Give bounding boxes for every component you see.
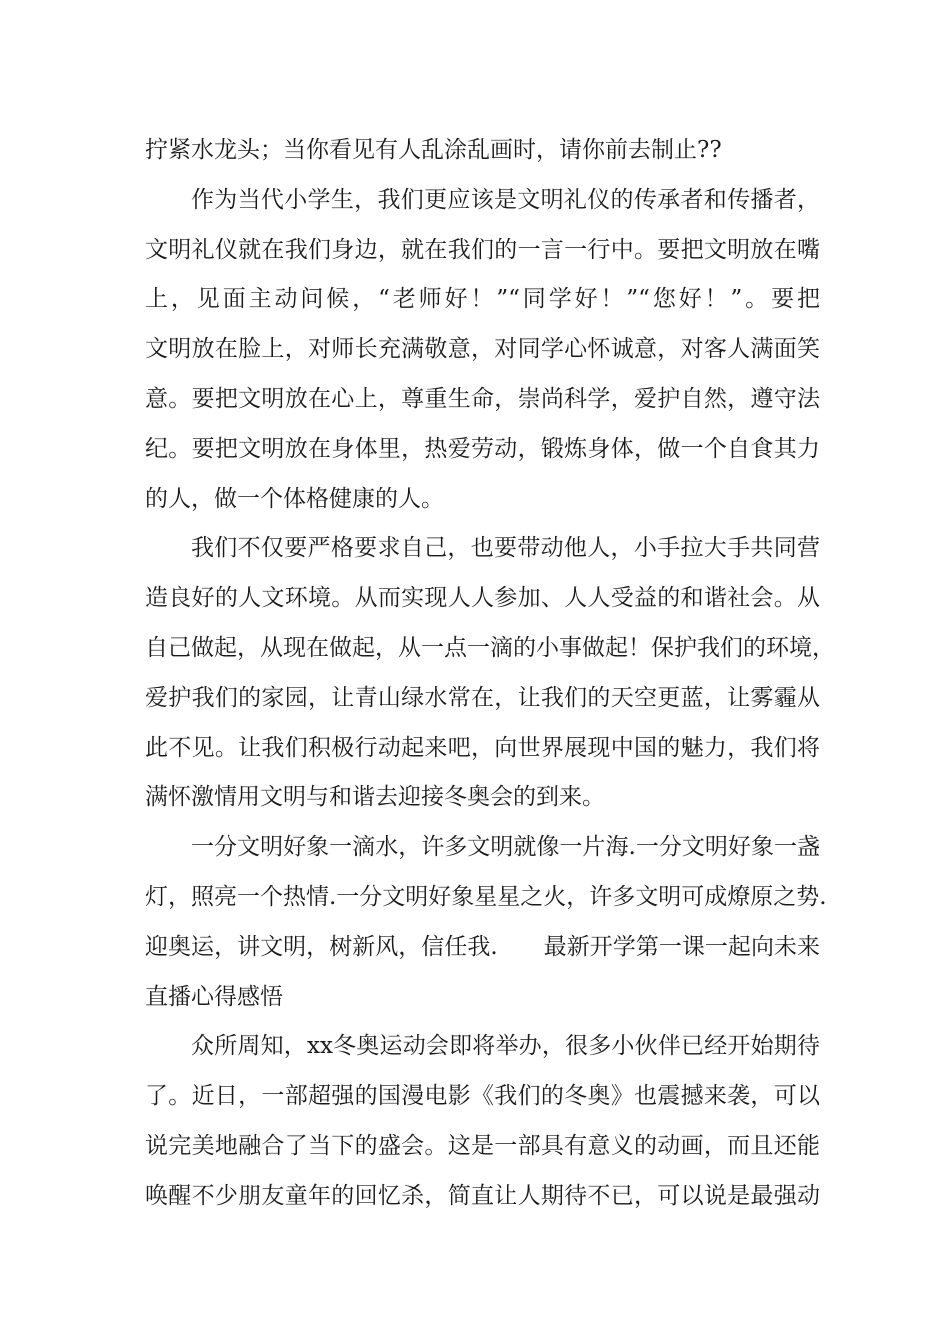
text-line: 说完美地融合了当下的盛会。这是一部具有意义的动画，而且还能 — [145, 1132, 820, 1159]
text-line: 文明礼仪就在我们身边，就在我们的一言一行中。要把文明放在嘴 — [145, 236, 820, 263]
text-line: 的人，做一个体格健康的人。 — [145, 485, 444, 512]
text-line: 唤醒不少朋友童年的回忆杀，简直让人期待不已，可以说是最强动 — [145, 1182, 820, 1209]
text-line: 自己做起，从现在做起，从一点一滴的小事做起！保护我们的环境， — [145, 634, 835, 661]
text-line: 纪。要把文明放在身体里，热爱劳动，锻炼身体，做一个自食其力 — [145, 435, 820, 462]
text-line: 灯，照亮一个热情.一分文明好象星星之火，许多文明可成燎原之势. — [145, 883, 827, 910]
text-line: 文明放在脸上，对师长充满敬意，对同学心怀诚意，对客人满面笑 — [145, 336, 820, 363]
text-line: 了。近日，一部超强的国漫电影《我们的冬奥》也震撼来袭，可以 — [145, 1083, 820, 1110]
text-line: 迎奥运，讲文明，树新风，信任我. 最新开学第一课一起向未来 — [145, 933, 820, 960]
text-line: 上，见面主动问候，“老师好！”“同学好！”“您好！”。要把 — [145, 286, 820, 313]
text-line: 众所周知，xx冬奥运动会即将举办，很多小伙伴已经开始期待 — [191, 1033, 820, 1060]
text-line: 我们不仅要严格要求自己，也要带动他人，小手拉大手共同营 — [191, 535, 820, 562]
text-line: 一分文明好象一滴水，许多文明就像一片海.一分文明好象一盏 — [191, 834, 820, 861]
text-line: 直播心得感悟 — [145, 983, 283, 1010]
text-line: 意。要把文明放在心上，尊重生命，崇尚科学，爱护自然，遵守法 — [145, 385, 820, 412]
text-line: 作为当代小学生，我们更应该是文明礼仪的传承者和传播者， — [191, 186, 820, 213]
text-line: 拧紧水龙头；当你看见有人乱涂乱画时，请你前去制止?? — [145, 137, 722, 163]
text-line: 满怀激情用文明与和谐去迎接冬奥会的到来。 — [145, 784, 605, 811]
document-body — [145, 126, 835, 1222]
text-line: 造良好的人文环境。从而实现人人参加、人人受益的和谐社会。从 — [145, 585, 820, 612]
text-line: 爱护我们的家园，让青山绿水常在，让我们的天空更蓝，让雾霾从 — [145, 684, 820, 711]
text-line: 此不见。让我们积极行动起来吧，向世界展现中国的魅力，我们将 — [145, 734, 820, 761]
